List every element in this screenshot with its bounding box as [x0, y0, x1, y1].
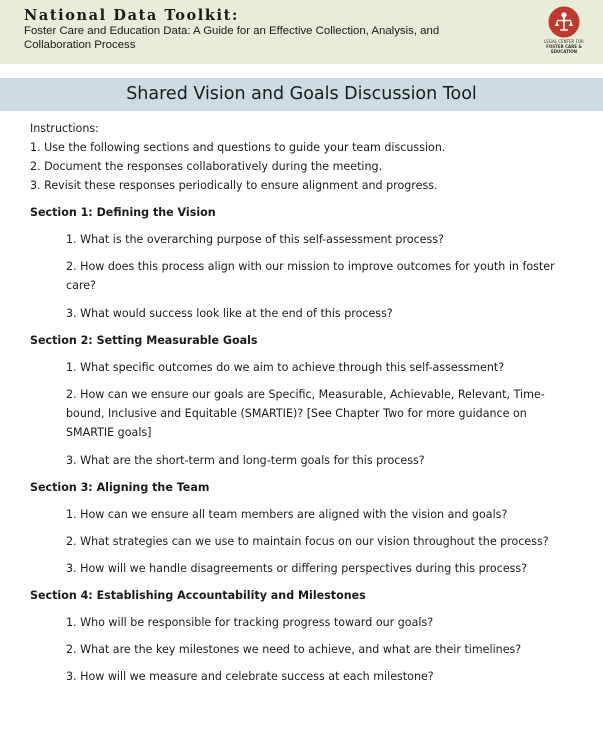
section-question: 3. What would success look like at the end of this process? [66, 307, 393, 320]
section-question: 1. How can we ensure all team members are aligned with the vision and goals? [66, 508, 508, 521]
section-question: 3. How will we handle disagreements or differing perspectives during this process? [66, 562, 528, 575]
section-question: 2. What are the key milestones we need to achieve, and what are their timelines? [66, 643, 522, 656]
logo-caption-org: FOSTER CARE & EDUCATION [546, 44, 582, 54]
section-question: 3. What are the short-term and long-term goals for this process? [66, 454, 425, 467]
document-header [0, 0, 603, 64]
section-question: 1. What is the overarching purpose of this self-assessment process? [66, 233, 444, 246]
section-heading: Section 4: Establishing Accountability and Milestones [30, 589, 366, 602]
section-question: 1. What specific outcomes do we aim to achieve through this self-assessment? [66, 361, 505, 374]
section-question: 2. How can we ensure our goals are Specific, Measurable, Achievable, Relevant, Time-bound, Inclusive and Equitable (SMARTIE)? [See Chapter Two for more guidance on SMARTIE goals] [66, 388, 545, 439]
scales-of-justice-figure-icon [548, 6, 580, 38]
section-heading: Section 1: Defining the Vision [30, 206, 216, 219]
organization-logo [534, 6, 594, 58]
instruction-step: 2. Document the responses collaboratively during the meeting. [30, 160, 383, 173]
toolkit-title: National Data Toolkit: [24, 7, 239, 24]
section-question: 2. How does this process align with our mission to improve outcomes for youth in foster care? [66, 260, 555, 292]
section-heading: Section 2: Setting Measurable Goals [30, 334, 258, 347]
section-heading: Section 3: Aligning the Team [30, 481, 210, 494]
document-title: Shared Vision and Goals Discussion Tool [126, 84, 477, 104]
logo-caption [534, 39, 594, 54]
instruction-step: 3. Revisit these responses periodically to ensure alignment and progress. [30, 179, 438, 192]
toolkit-subtitle: Foster Care and Education Data: A Guide for an Effective Collection, Analysis, and Collaboration Process [24, 25, 440, 51]
section-question: 3. How will we measure and celebrate success at each milestone? [66, 670, 434, 683]
instructions-heading: Instructions: [30, 122, 99, 135]
instruction-step: 1. Use the following sections and questions to guide your team discussion. [30, 141, 446, 154]
section-question: 2. What strategies can we use to maintain focus on our vision throughout the process? [66, 535, 549, 548]
logo-caption-top: LEGAL CENTER FOR [544, 39, 584, 44]
section-question: 1. Who will be responsible for tracking progress toward our goals? [66, 616, 434, 629]
